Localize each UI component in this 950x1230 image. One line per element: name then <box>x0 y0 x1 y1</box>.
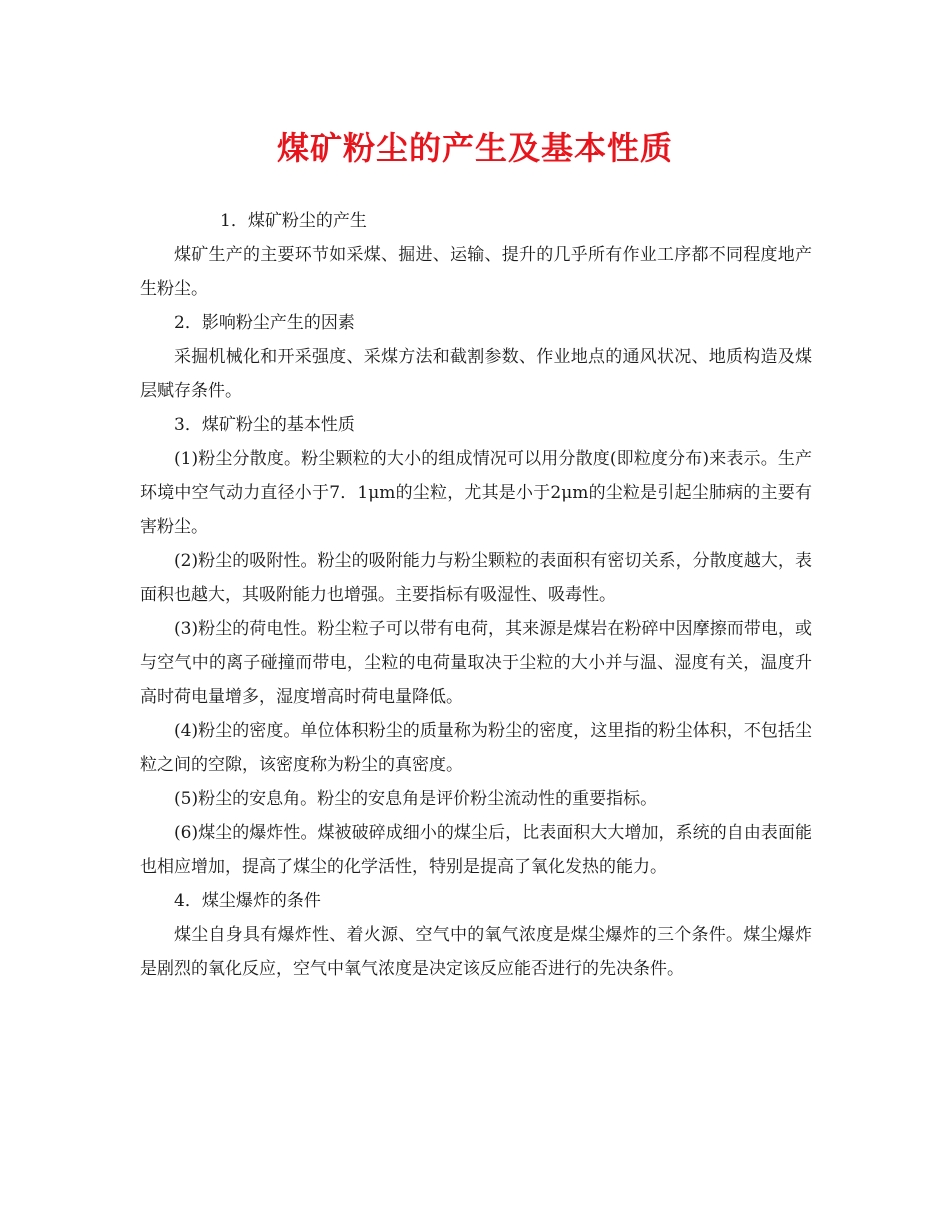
property-repose-angle: (5)粉尘的安息角。粉尘的安息角是评价粉尘流动性的重要指标。 <box>174 789 658 809</box>
section-heading-2: 2．影响粉尘产生的因素 <box>174 313 355 333</box>
section-heading-1: 1．煤矿粉尘的产生 <box>220 211 367 231</box>
paragraph-2: 采掘机械化和开采强度、采煤方法和截割参数、作业地点的通风状况、地质构造及煤层赋存条件。 <box>140 347 812 401</box>
property-explosiveness: (6)煤尘的爆炸性。煤被破碎成细小的煤尘后，比表面积大大增加，系统的自由表面能也相应增加，提高了煤尘的化学活性，特别是提高了氧化发热的能力。 <box>140 823 812 877</box>
property-density: (4)粉尘的密度。单位体积粉尘的质量称为粉尘的密度，这里指的粉尘体积，不包括尘粒之间的空隙，该密度称为粉尘的真密度。 <box>140 721 812 775</box>
section-heading-3: 3．煤矿粉尘的基本性质 <box>174 415 355 435</box>
document-title: 煤矿粉尘的产生及基本性质 <box>276 129 673 167</box>
paragraph-1: 煤矿生产的主要环节如采煤、掘进、运输、提升的几乎所有作业工序都不同程度地产生粉尘。 <box>140 245 812 299</box>
document-body <box>140 204 812 986</box>
paragraph-explosion-conditions: 煤尘自身具有爆炸性、着火源、空气中的氧气浓度是煤尘爆炸的三个条件。煤尘爆炸是剧烈的氧化反应，空气中氧气浓度是决定该反应能否进行的先决条件。 <box>140 925 812 979</box>
property-adsorption: (2)粉尘的吸附性。粉尘的吸附能力与粉尘颗粒的表面积有密切关系，分散度越大，表面积也越大，其吸附能力也增强。主要指标有吸湿性、吸毒性。 <box>140 551 812 605</box>
property-dispersion: (1)粉尘分散度。粉尘颗粒的大小的组成情况可以用分散度(即粒度分布)来表示。生产环境中空气动力直径小于7．1μm的尘粒，尤其是小于2μm的尘粒是引起尘肺病的主要有害粉尘。 <box>140 449 812 537</box>
section-heading-4: 4．煤尘爆炸的条件 <box>174 891 321 911</box>
property-charge: (3)粉尘的荷电性。粉尘粒子可以带有电荷，其来源是煤岩在粉碎中因摩擦而带电，或与空气中的离子碰撞而带电，尘粒的电荷量取决于尘粒的大小并与温、湿度有关，温度升高时荷电量增多，湿度增高时荷电量降低。 <box>140 619 812 707</box>
